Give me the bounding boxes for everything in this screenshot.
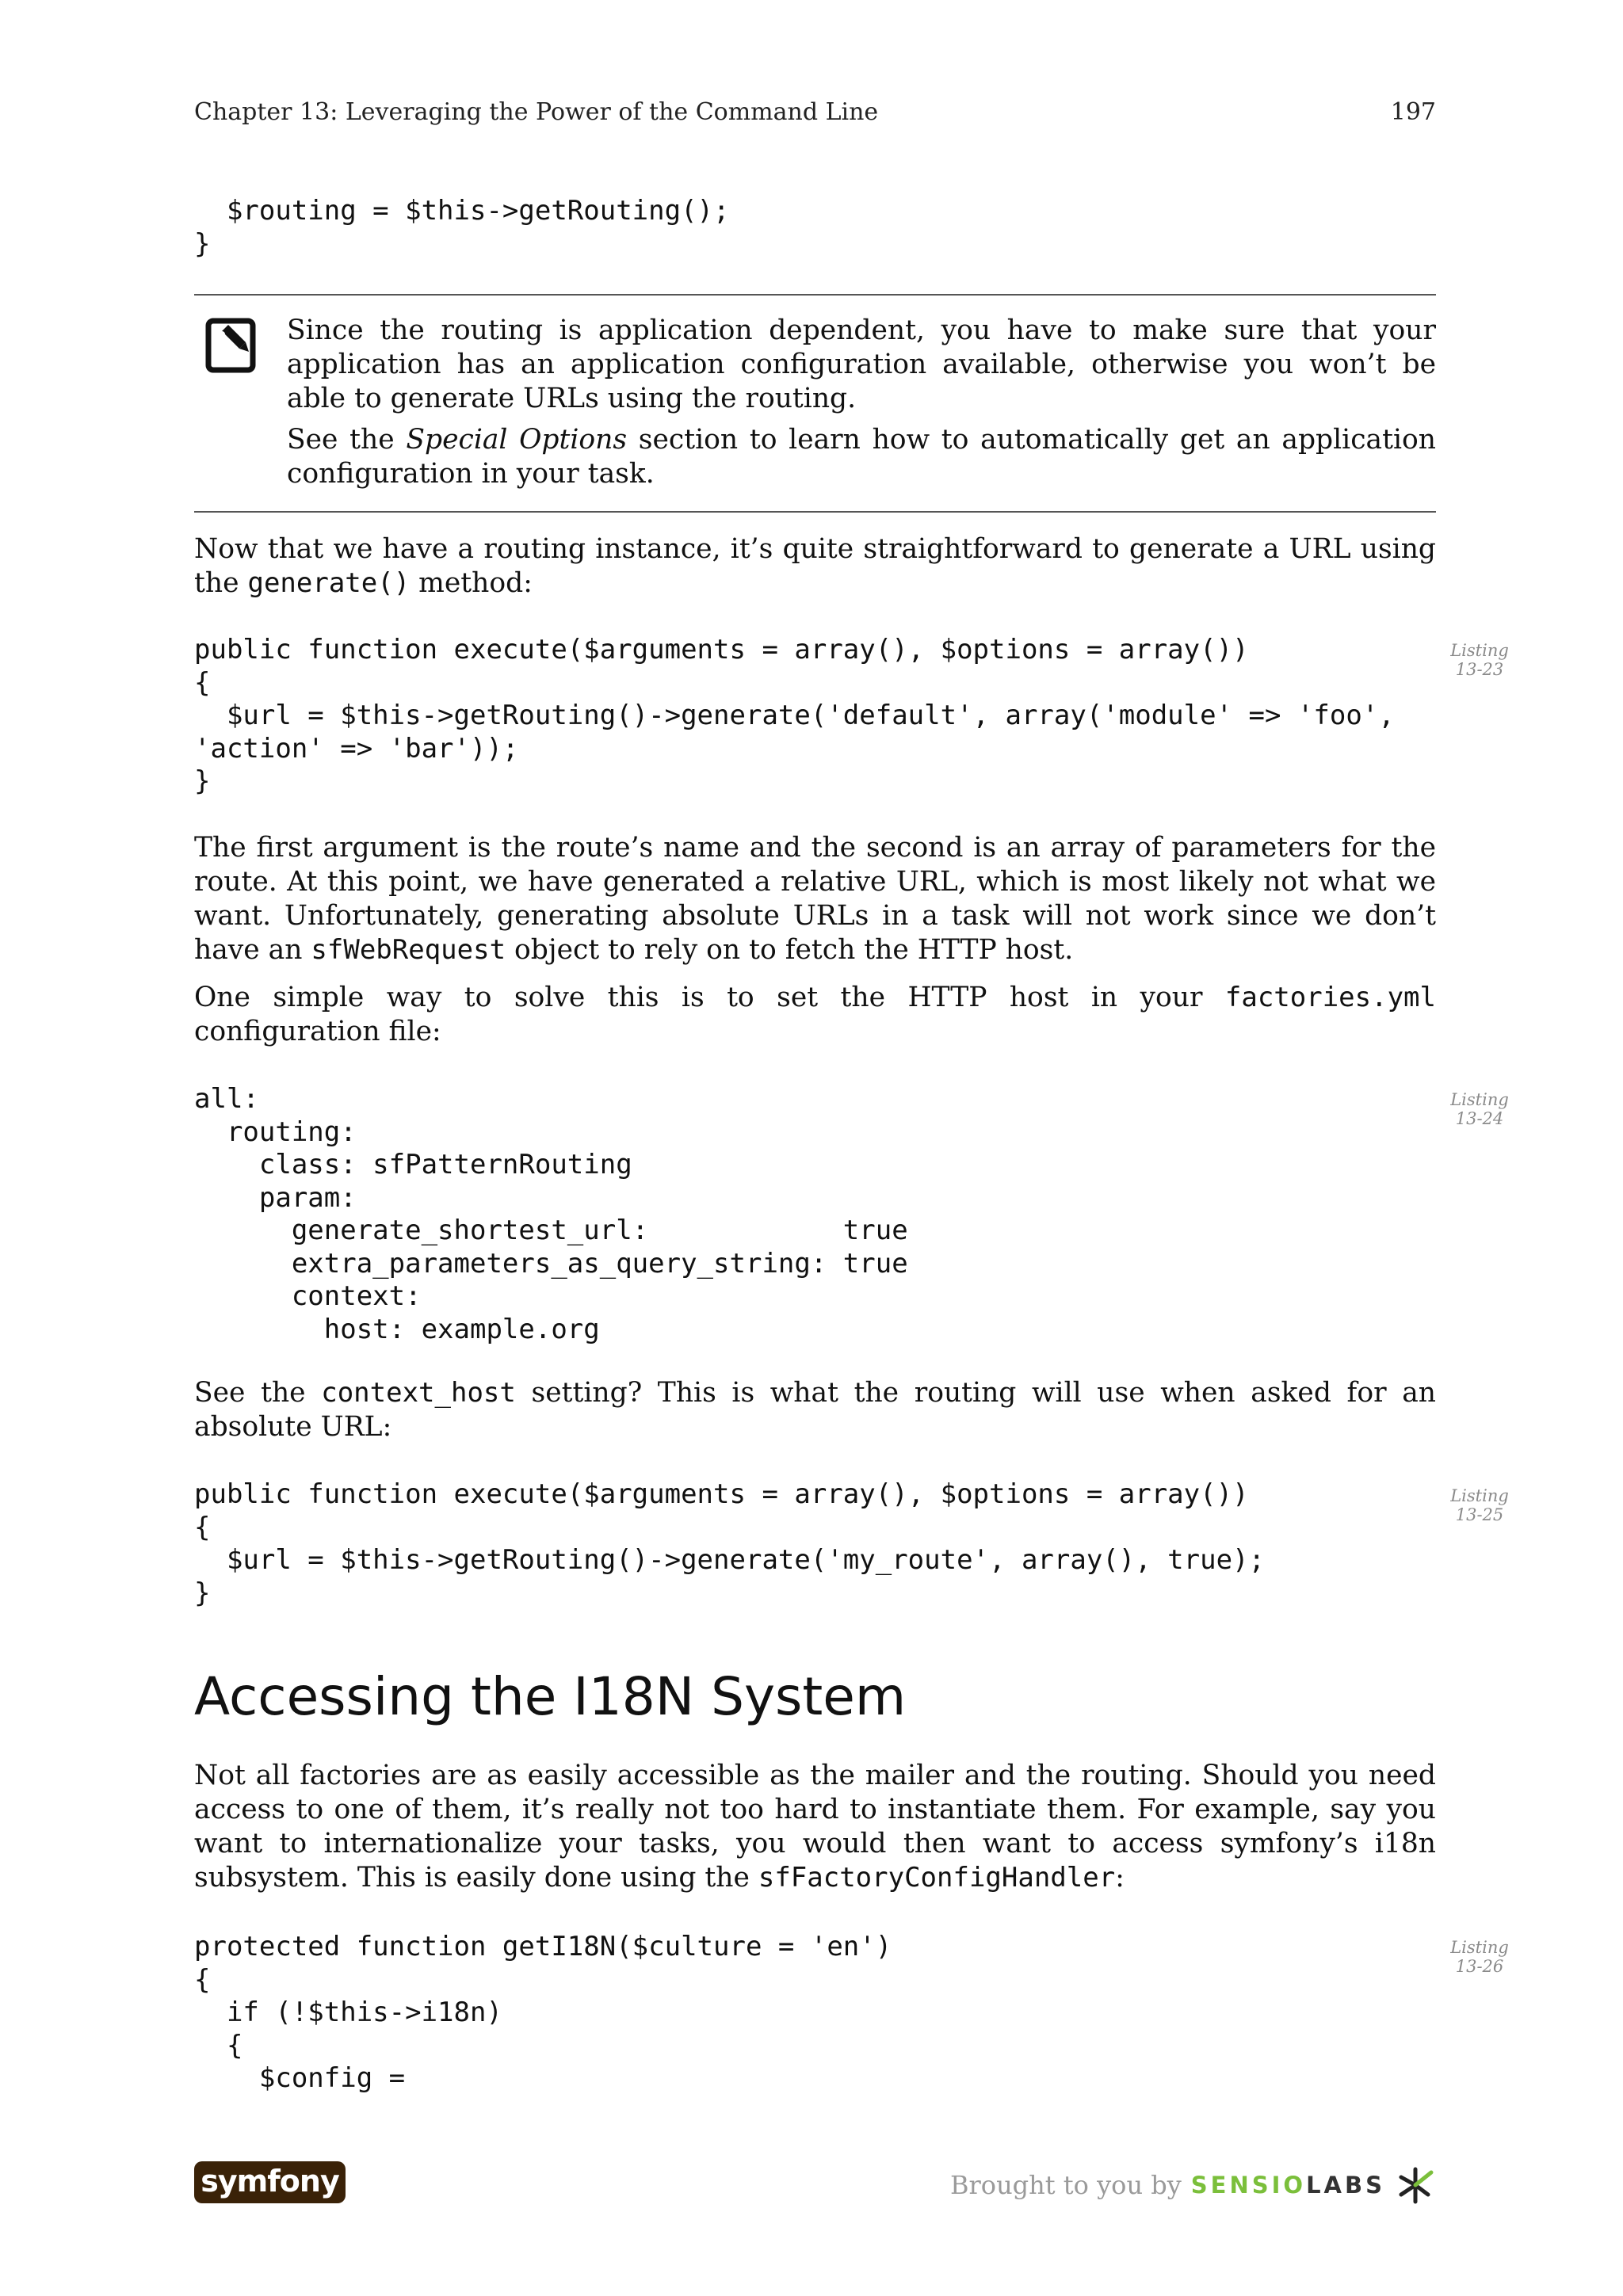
listing-13-24-label: Listing 13-24 xyxy=(1450,1090,1509,1128)
inline-code: context_host xyxy=(321,1377,516,1409)
inline-code: generate() xyxy=(247,567,411,599)
listing-13-23-label: Listing 13-23 xyxy=(1450,641,1509,679)
sensiolabs-star-icon xyxy=(1395,2164,1436,2206)
sensiolabs-logo: SENSIOLABS xyxy=(1190,2172,1385,2199)
code-block-continuation: $routing = $this->getRouting(); } xyxy=(194,195,730,260)
section-heading: Accessing the I18N System xyxy=(194,1666,907,1727)
listing-13-23-code: public function execute($arguments = array(), $options = array()) { $url = $this->getRouting()->generate('default', array('module' => 'foo', 'action' => 'bar')); } xyxy=(194,634,1395,797)
note-top-rule xyxy=(194,294,1436,296)
paragraph-context-host: See the context_host setting? This is what the routing will use when asked for an absolute URL: xyxy=(194,1377,1436,1443)
paragraph-http-host: One simple way to solve this is to set the HTTP host in your factories.yml configuration file: xyxy=(194,982,1436,1047)
listing-13-26-label: Listing 13-26 xyxy=(1450,1938,1509,1976)
listing-13-25-label: Listing 13-25 xyxy=(1450,1486,1509,1524)
symfony-logo: symfony xyxy=(194,2161,346,2203)
inline-code: sfWebRequest xyxy=(311,934,506,966)
note-paragraph-1: Since the routing is application dependent, you have to make sure that your application has an application configuration available, otherwise you won’t be able to generate URLs using the routing. xyxy=(287,315,1436,414)
listing-13-25-code: public function execute($arguments = array(), $options = array()) { $url = $this->getRouting()->generate('my_route', array(), true); } xyxy=(194,1478,1266,1609)
page-number: 197 xyxy=(1390,98,1436,126)
note-bottom-rule xyxy=(194,511,1436,513)
brought-by-text: Brought to you by xyxy=(949,2170,1182,2200)
pencil-note-icon xyxy=(204,317,258,376)
inline-code: sfFactoryConfigHandler xyxy=(758,1862,1116,1894)
paragraph-i18n: Not all factories are as easily accessible as the mailer and the routing. Should you need access to one of them, it’s really not too hard to instantiate them. For example, say you want to internationalize your tasks, you would then want to access symfony’s i18n subsystem. This is easily done using the sfFactoryConfigHandler: xyxy=(194,1760,1436,1894)
paragraph-route-arguments: The first argument is the route’s name and the second is an array of parameters for the route. At this point, we have generated a relative URL, which is most likely not what we want. Unfortunately, generating absolute URLs in a task will not work since we don’t have an sfWebRequest object to rely on to fetch the HTTP host. xyxy=(194,832,1436,966)
paragraph-routing-instance: Now that we have a routing instance, it’s quite straightforward to generate a URL using the generate() method: xyxy=(194,533,1436,599)
chapter-title: Chapter 13: Leveraging the Power of the Command Line xyxy=(194,98,879,126)
footer-credit xyxy=(950,2161,1436,2209)
listing-13-26-code: protected function getI18N($culture = 'en') { if (!$this->i18n) { $config = xyxy=(194,1931,892,2094)
inline-code: factories.yml xyxy=(1224,982,1436,1013)
special-options-link-text: Special Options xyxy=(406,424,628,456)
note-paragraph-2: See the Special Options section to learn how to automatically get an application configuration in your task. xyxy=(287,424,1436,490)
listing-13-24-code: all: routing: class: sfPatternRouting param: generate_shortest_url: true extra_parameters_as_query_string: true context: host: example.org xyxy=(194,1083,908,1345)
